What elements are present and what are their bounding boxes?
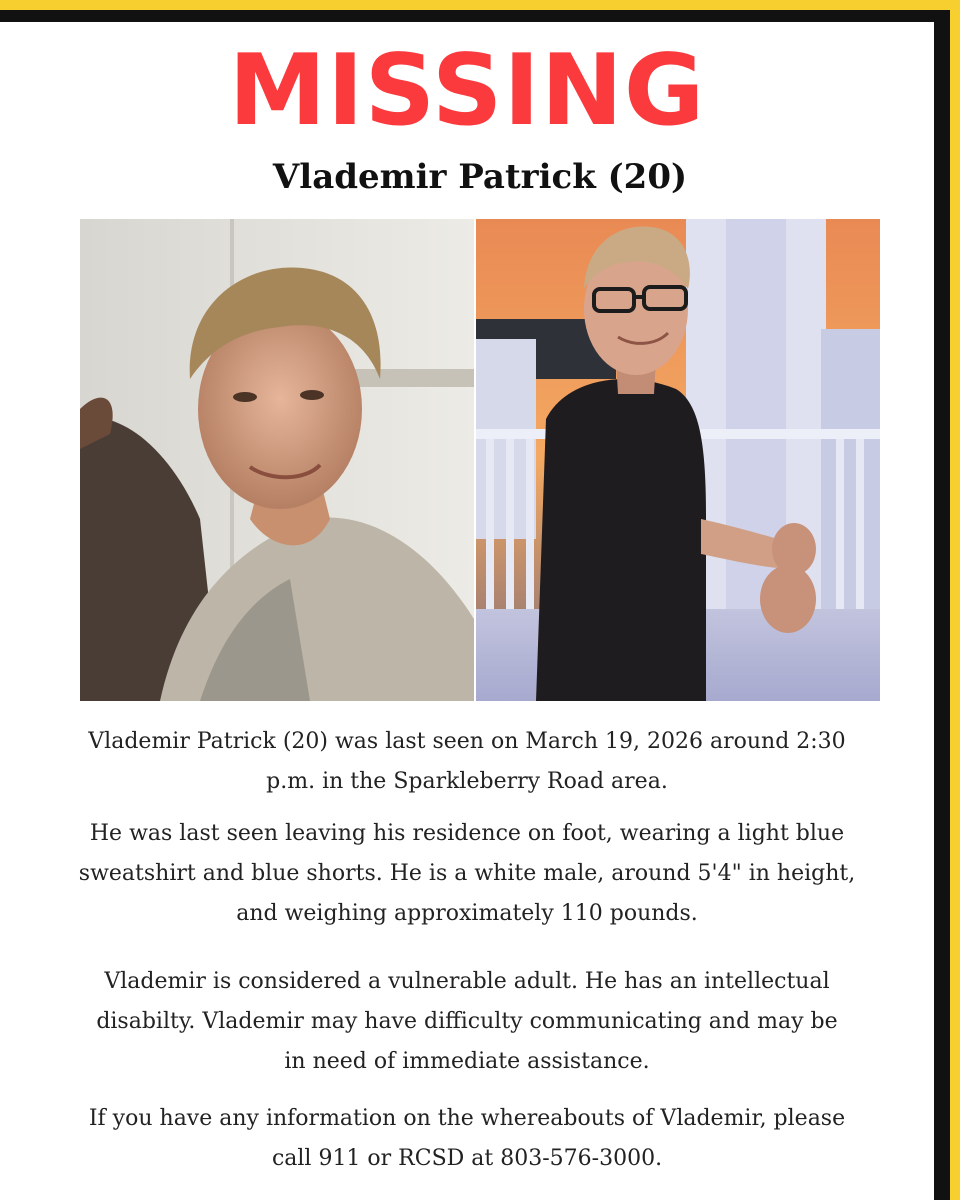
vulnerable-adult-paragraph bbox=[0, 962, 934, 1082]
last-seen-line-1: Vlademir Patrick (20) was last seen on March 19, 2026 around 2:30 bbox=[88, 729, 846, 754]
contact-paragraph bbox=[0, 1099, 934, 1179]
description-line-3: and weighing approximately 110 pounds. bbox=[236, 901, 698, 926]
description-line-1: He was last seen leaving his residence on foot, wearing a light blue bbox=[89, 821, 845, 846]
person-name-heading: Vlademir Patrick (20) bbox=[272, 157, 688, 197]
missing-poster bbox=[0, 22, 934, 1200]
vulnerable-line-3: in need of immediate assistance. bbox=[284, 1049, 650, 1074]
description-paragraph bbox=[0, 814, 934, 934]
last-seen-paragraph bbox=[0, 722, 934, 802]
vulnerable-line-2: disabilty. Vlademir may have difficulty communicating and may be bbox=[96, 1009, 838, 1034]
contact-line-1: If you have any information on the whereabouts of Vlademir, please bbox=[88, 1106, 846, 1131]
description-line-2: sweatshirt and blue shorts. He is a white male, around 5'4" in height, bbox=[78, 861, 856, 886]
vulnerable-line-1: Vlademir is considered a vulnerable adult. He has an intellectual bbox=[104, 969, 830, 994]
photo-portrait-sunset bbox=[476, 219, 880, 701]
contact-line-2: call 911 or RCSD at 803-576-3000. bbox=[271, 1146, 663, 1171]
missing-title: MISSING bbox=[228, 34, 706, 148]
last-seen-line-2: p.m. in the Sparkleberry Road area. bbox=[266, 769, 668, 794]
photo-portrait-indoor bbox=[80, 219, 474, 701]
